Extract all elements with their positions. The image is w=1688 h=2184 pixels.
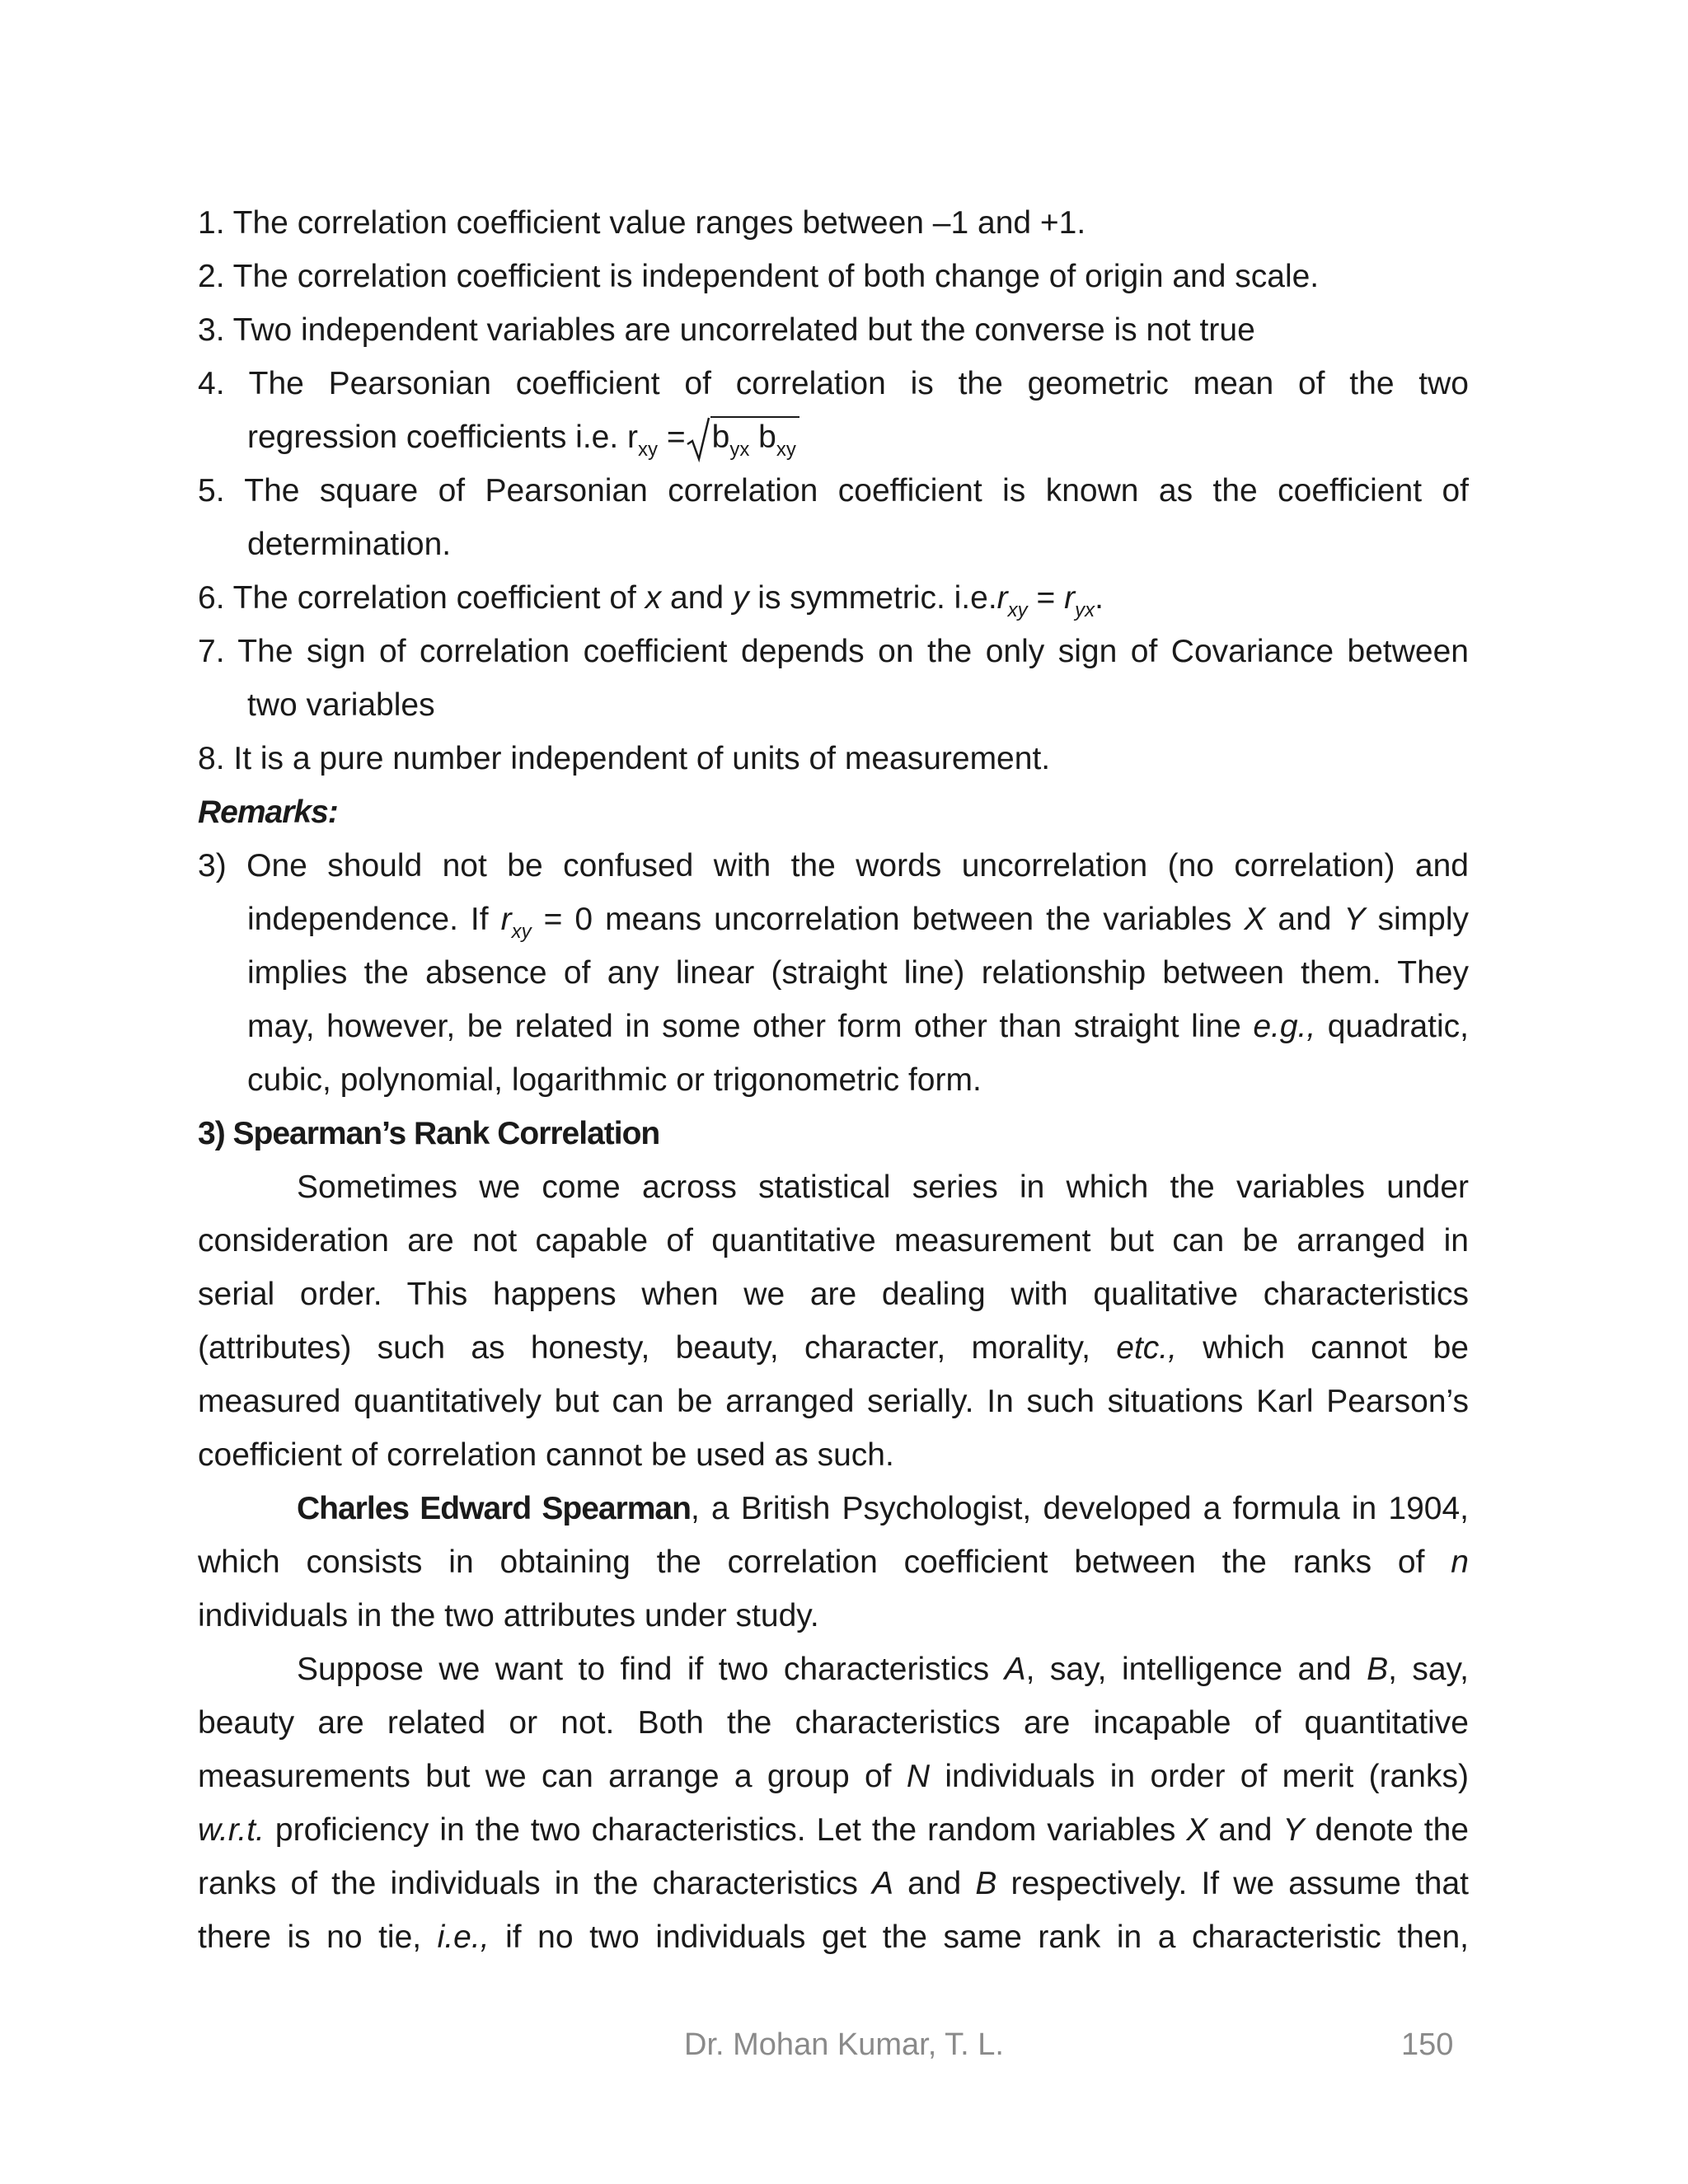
paragraph-3-line-6: there is no tie, i.e., if no two individuals get the same rank in a characteristic then, xyxy=(198,1919,1469,1955)
square-root-icon xyxy=(686,416,710,462)
footer-page-number: 150 xyxy=(1401,2027,1454,2062)
paragraph-1-line-1: Sometimes we come across statistical series in which the variables under xyxy=(297,1169,1469,1205)
property-item-4-line-1: 4. The Pearsonian coefficient of correlation is the geometric mean of the two xyxy=(198,366,1469,401)
section-heading: 3) Spearman’s Rank Correlation xyxy=(198,1116,660,1151)
paragraph-1-line-2: consideration are not capable of quantitative measurement but can be arranged in xyxy=(198,1223,1469,1258)
spearman-name: Charles Edward Spearman xyxy=(297,1491,691,1526)
formula-equals: = xyxy=(666,419,686,455)
paragraph-2-line-2: which consists in obtaining the correlation coefficient between the ranks of n xyxy=(198,1544,1469,1580)
remarks-line-1: 3) One should not be confused with the words uncorrelation (no correlation) and xyxy=(198,848,1469,883)
remarks-line-4: may, however, be related in some other form other than straight line e.g., quadratic, xyxy=(247,1009,1469,1044)
property-item-5-line-2: determination. xyxy=(247,527,452,562)
property-item-6: 6. The correlation coefficient of x and y is symmetric. $i.e.r_{xy} = r_{yx}$. xyxy=(198,580,1104,621)
property-item-2: 2. The correlation coefficient is independent of both change of origin and scale. xyxy=(198,259,1320,294)
property-item-5-line-1: 5. The square of Pearsonian correlation coefficient is known as the coefficient of xyxy=(198,473,1469,509)
page-content xyxy=(198,196,1469,1964)
paragraph-2-line-3: individuals in the two attributes under study. xyxy=(198,1598,819,1633)
property-item-8: 8. It is a pure number independent of units of measurement. xyxy=(198,741,1051,776)
paragraph-3-line-2: beauty are related or not. Both the characteristics are incapable of quantitative xyxy=(198,1705,1469,1741)
paragraph-2-line-1: Charles Edward Spearman, a British Psychologist, developed a formula in 1904, xyxy=(297,1491,1469,1526)
paragraph-3-line-4: w.r.t. proficiency in the two characteristics. Let the random variables X and Y denote the xyxy=(198,1812,1469,1848)
property-item-7-line-2: two variables xyxy=(247,687,435,723)
remarks-title: Remarks: xyxy=(198,794,338,830)
property-item-1: 1. The correlation coefficient value ranges between –1 and +1. xyxy=(198,205,1086,241)
paragraph-3-line-5: ranks of the individuals in the characteristics A and B respectively. If we assume that xyxy=(198,1866,1469,1901)
paragraph-1-line-3: serial order. This happens when we are dealing with qualitative characteristics xyxy=(198,1277,1469,1312)
remarks-line-2: independence. If $r_{xy} = 0$ means uncorrelation between the variables X and Y simply xyxy=(247,902,1469,943)
paragraph-3-line-3: measurements but we can arrange a group of N individuals in order of merit (ranks) xyxy=(198,1759,1469,1794)
footer-author: Dr. Mohan Kumar, T. L. xyxy=(684,2027,1004,2062)
property-item-3: 3. Two independent variables are uncorrelated but the converse is not true xyxy=(198,312,1255,348)
paragraph-3-line-1: Suppose we want to find if two characteristics A, say, intelligence and B, say, xyxy=(297,1652,1469,1687)
paragraph-1-line-6: coefficient of correlation cannot be used as such. xyxy=(198,1437,894,1473)
remarks-line-3: implies the absence of any linear (straight line) relationship between them. They xyxy=(247,955,1469,991)
paragraph-1-line-4: (attributes) such as honesty, beauty, character, morality, etc., which cannot be xyxy=(198,1330,1469,1366)
property-item-4-line-2: regression coefficients i.e. $r_{xy} = b_{yx}$ $b_{xy}$ xyxy=(198,410,1469,464)
geometric-mean-formula: $b_{yx}$ $b_{xy}$ xyxy=(686,410,799,464)
property-item-7-line-1: 7. The sign of correlation coefficient depends on the only sign of Covariance between xyxy=(198,634,1469,669)
paragraph-1-line-5: measured quantitatively but can be arranged serially. In such situations Karl Pearson’s xyxy=(198,1384,1469,1419)
remarks-line-5: cubic, polynomial, logarithmic or trigonometric form. xyxy=(247,1062,982,1098)
